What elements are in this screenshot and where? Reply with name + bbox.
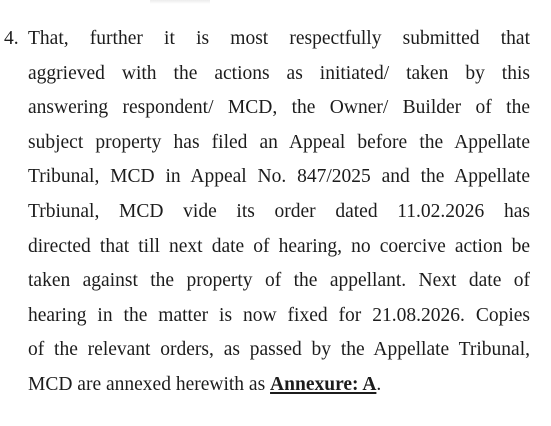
paragraph-line: taken against the property of the appellant. Next date of [28,270,530,292]
paragraph-line: hearing in the matter is now fixed for 21.08.2026. Copies [28,304,530,326]
paragraph-line: aggrieved with the actions as initiated/ taken by this [28,62,530,84]
paragraph-line: subject property has filed an Appeal before the Appellate [28,131,530,153]
paragraph-number: 4. [4,28,19,49]
paragraph-line: of the relevant orders, as passed by the Appellate Tribunal, [28,339,530,361]
scan-edge-shadow [150,0,210,4]
last-line-text: MCD are annexed herewith as [28,373,271,395]
paragraph-body [28,22,530,403]
annexure-period: . [376,373,382,395]
paragraph-line: That, further it is most respectfully submitted that [28,28,530,49]
paragraph-line: answering respondent/ MCD, the Owner/ Builder of the [28,97,530,119]
paragraph-last-line [28,368,530,403]
paragraph-line: directed that till next date of hearing, no coercive action be [28,235,530,257]
paragraph-line: Trbiunal, MCD vide its order dated 11.02.2026 has [28,200,530,222]
annexure-reference: Annexure: A [270,373,377,395]
paragraph-line: Tribunal, MCD in Appeal No. 847/2025 and the Appellate [28,166,530,188]
